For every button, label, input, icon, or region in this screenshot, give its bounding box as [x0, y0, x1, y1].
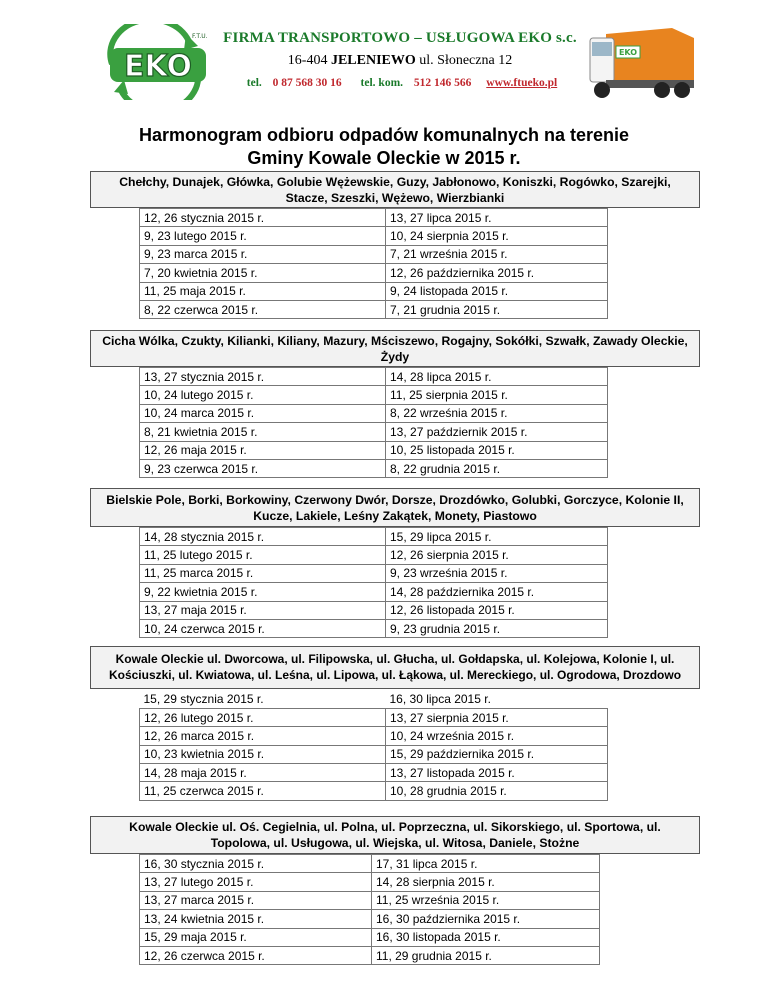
- table-row: 14, 28 stycznia 2015 r. 15, 29 lipca 2015 r.: [140, 528, 608, 546]
- section-5-heading: Kowale Oleckie ul. Oś. Cegielnia, ul. Polna, ul. Poprzeczna, ul. Sikorskiego, ul. Sportowa, ul. Topolowa, ul. Usługowa, ul. Wiejska, ul. Witosa, Daniele, Stożne: [90, 816, 700, 854]
- svg-text:F.T.U.: F.T.U.: [192, 33, 208, 40]
- table-row: 12, 26 maja 2015 r. 10, 25 listopada 2015 r.: [140, 441, 608, 459]
- section-1-schedule: [139, 208, 608, 319]
- eko-logo: [100, 24, 212, 100]
- section-2-heading: Cicha Wólka, Czukty, Kilianki, Kiliany, Mazury, Mściszewo, Rogajny, Sokółki, Szwałk, Zawady Oleckie, Żydy: [90, 330, 700, 367]
- table-row: 13, 27 lutego 2015 r. 14, 28 sierpnia 2015 r.: [140, 873, 600, 891]
- svg-text:EKO: EKO: [124, 49, 192, 84]
- section-1-heading: Chełchy, Dunajek, Główka, Golubie Wężewskie, Guzy, Jabłonowo, Koniszki, Rogówko, Szarejki, Stacze, Szeszki, Wężewo, Wierzbianki: [90, 171, 700, 208]
- table-row: 7, 20 kwietnia 2015 r. 12, 26 października 2015 r.: [140, 264, 608, 282]
- section-4-schedule: [139, 690, 608, 801]
- company-contacts: tel. 0 87 568 30 16 tel. kom. 512 146 566 www.ftueko.pl: [246, 77, 558, 89]
- table-row: 13, 24 kwietnia 2015 r. 16, 30 października 2015 r.: [140, 910, 600, 928]
- table-row: 9, 23 czerwca 2015 r. 8, 22 grudnia 2015 r.: [140, 459, 608, 477]
- garbage-truck-image: [586, 24, 700, 104]
- table-row: 15, 29 stycznia 2015 r. 16, 30 lipca 2015 r.: [143, 691, 491, 706]
- svg-text:EKO: EKO: [618, 48, 638, 57]
- table-row: 12, 26 czerwca 2015 r. 11, 29 grudnia 2015 r.: [140, 946, 600, 964]
- section-3-schedule: [139, 527, 608, 638]
- section-4-heading: Kowale Oleckie ul. Dworcowa, ul. Filipowska, ul. Głucha, ul. Gołdapska, ul. Kolejowa, Kolonie I, ul. Kościuszki, ul. Kwiatowa, ul. Leśna, ul. Lipowa, ul. Łąkowa, ul. Mereckiego, ul. Ogrodowa, Drozdowo: [90, 646, 700, 689]
- table-row: 10, 24 lutego 2015 r. 11, 25 sierpnia 2015 r.: [140, 386, 608, 404]
- table-row: 10, 24 marca 2015 r. 8, 22 września 2015 r.: [140, 404, 608, 422]
- table-row: 12, 26 lutego 2015 r. 13, 27 sierpnia 2015 r.: [140, 708, 608, 726]
- table-row: 8, 22 czerwca 2015 r. 7, 21 grudnia 2015 r.: [140, 300, 608, 318]
- table-row: 11, 25 marca 2015 r. 9, 23 września 2015 r.: [140, 564, 608, 582]
- table-row: 13, 27 maja 2015 r. 12, 26 listopada 2015 r.: [140, 601, 608, 619]
- section-2-schedule: [139, 367, 608, 478]
- company-name: FIRMA TRANSPORTOWO – USŁUGOWA EKO s.c.: [223, 30, 577, 46]
- mobile-number: 512 146 566: [413, 77, 472, 89]
- table-row: 9, 23 lutego 2015 r. 10, 24 sierpnia 2015 r.: [140, 227, 608, 245]
- table-row: 11, 25 lutego 2015 r. 12, 26 sierpnia 2015 r.: [140, 546, 608, 564]
- company-info: [200, 22, 600, 89]
- table-row: 11, 25 maja 2015 r. 9, 24 listopada 2015 r.: [140, 282, 608, 300]
- table-row: 9, 22 kwietnia 2015 r. 14, 28 października 2015 r.: [140, 583, 608, 601]
- company-address: 16-404 JELENIEWO ul. Słoneczna 12: [287, 53, 513, 68]
- table-row: 9, 23 marca 2015 r. 7, 21 września 2015 r.: [140, 245, 608, 263]
- website-link[interactable]: www.ftueko.pl: [486, 77, 558, 89]
- table-row: 12, 26 marca 2015 r. 10, 24 września 2015 r.: [140, 727, 608, 745]
- section-5-schedule: [139, 854, 600, 965]
- table-row: 10, 23 kwietnia 2015 r. 15, 29 października 2015 r.: [140, 745, 608, 763]
- table-row: 10, 24 czerwca 2015 r. 9, 23 grudnia 2015 r.: [140, 619, 608, 637]
- table-row: 11, 25 czerwca 2015 r. 10, 28 grudnia 2015 r.: [140, 782, 608, 800]
- section-3-heading: Bielskie Pole, Borki, Borkowiny, Czerwony Dwór, Dorsze, Drozdówko, Golubki, Gorczyce, Kolonie II, Kucze, Lakiele, Leśny Zakątek, Monety, Piastowo: [90, 488, 700, 527]
- table-row: 13, 27 marca 2015 r. 11, 25 września 2015 r.: [140, 891, 600, 909]
- table-row: 16, 30 stycznia 2015 r. 17, 31 lipca 2015 r.: [140, 855, 600, 873]
- table-row: 12, 26 stycznia 2015 r. 13, 27 lipca 2015 r.: [140, 209, 608, 227]
- table-row: 13, 27 stycznia 2015 r. 14, 28 lipca 2015 r.: [140, 368, 608, 386]
- table-row: 15, 29 maja 2015 r. 16, 30 listopada 2015 r.: [140, 928, 600, 946]
- page-title: Harmonogram odbioru odpadów komunalnych na terenie Gminy Kowale Oleckie w 2015 r.: [138, 125, 630, 168]
- phone-number: 0 87 568 30 16: [272, 77, 342, 89]
- table-row: 8, 21 kwietnia 2015 r. 13, 27 październik 2015 r.: [140, 423, 608, 441]
- table-row: 14, 28 maja 2015 r. 13, 27 listopada 2015 r.: [140, 764, 608, 782]
